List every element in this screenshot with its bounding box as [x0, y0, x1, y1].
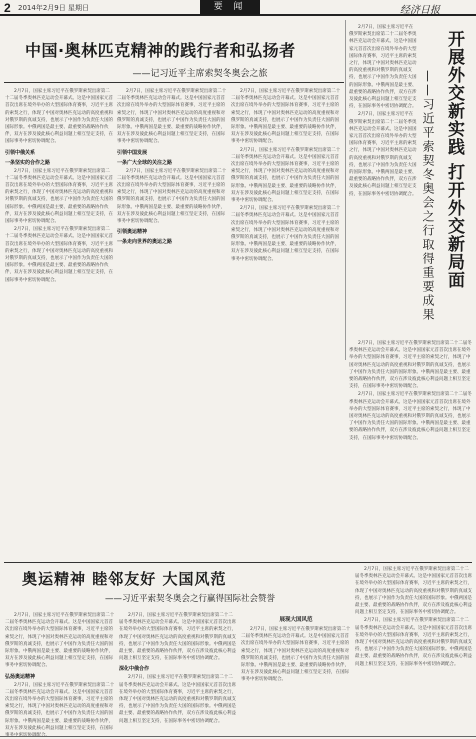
- box-title: 展现大国风范: [279, 617, 313, 623]
- right-subheadline: ——习近平索契冬奥会之行取得重要成果: [421, 70, 435, 322]
- body-paragraph: 2月7日，国家主席习近平在俄罗斯索契出席第二十二届冬季奥林匹克运动会开幕式。这是中国国家元首首次出席在境外举办的大型国际体育赛事，习近平主席的索契之行，体现了中国对奥林匹克运动的高度重视和对俄罗斯的真诚支持，也展示了中国作为负责任大国的国际形象。中俄两国是最主要、最重要的战略协作伙伴，双方在涉及彼此核心利益问题上相互坚定支持，在国际事务中密切协调配合。: [5, 227, 113, 283]
- right-headline: 开展外交新实践 打开外交新局面: [444, 30, 464, 289]
- bottom-headline: 奥运精神 睦邻友好 大国风范: [22, 570, 227, 588]
- issue-date: 2014年2月9日 星期日: [18, 4, 89, 12]
- article-column-1: [5, 88, 113, 558]
- body-paragraph: 2月7日，国家主席习近平在俄罗斯索契出席第二十二届冬季奥林匹克运动会开幕式。这是中国国家元首首次出席在境外举办的大型国际体育赛事，习近平主席的索契之行，体现了中国对奥林匹克运动的高度重视和对俄罗斯的真诚支持，也展示了中国作为负责任大国的国际形象。中俄两国是最主要、最重要的战略协作伙伴，双方在涉及彼此核心利益问题上相互坚定支持，在国际事务中密切协调配合。: [117, 168, 227, 225]
- body-paragraph: 2月7日，国家主席习近平在俄罗斯索契出席第二十二届冬季奥林匹克运动会开幕式。这是中国国家元首首次出席在境外举办的大型国际体育赛事，习近平主席的索契之行，体现了中国对奥林匹克运动的高度重视和对俄罗斯的真诚支持，也展示了中国作为负责任大国的国际形象。中俄两国是最主要、最重要的战略协作伙伴，双方在涉及彼此核心利益问题上相互坚定支持，在国际事务中密切协调配合。: [231, 147, 341, 204]
- subhead: 一条走向世界的奥运之路: [117, 239, 173, 246]
- body-paragraph: 2月7日，国家主席习近平在俄罗斯索契出席第二十二届冬季奥林匹克运动会开幕式。这是中国国家元首首次出席在境外举办的大型国际体育赛事，习近平主席的索契之行，体现了中国对奥林匹克运动的高度重视和对俄罗斯的真诚支持，也展示了中国作为负责任大国的国际形象。中俄两国是最主要、最重要的战略协作伙伴，双方在涉及彼此核心利益问题上相互坚定支持，在国际: [5, 682, 115, 731]
- body-paragraph: 2月7日，国家主席习近平在俄罗斯索契出席第二十二届冬季奥林匹克运动会开幕式。这是中国国家元首首次出席在境外举办的大型国际体育赛事，习近平主席的索契之行，体现了中国对奥林匹克运动的高度重视和对俄罗斯的真诚支持，也展示了中国作为负责任大国的国际形象。中俄两国是最主要、最重要的战略协作伙伴，双方在涉及彼此核心利益问题上相互坚定支持，在国际事务中密切协调配合。: [5, 89, 113, 145]
- subhead: 引领中俄关系: [5, 149, 36, 156]
- page-number: 2: [4, 1, 11, 15]
- newspaper-logo: 经济日报: [400, 5, 440, 16]
- bottom-subheadline: ——习近平索契冬奥会之行赢得国际社会赞誉: [104, 594, 275, 604]
- body-paragraph: 2月7日，国家主席习近平在俄罗斯索契出席第二十二届冬季奥林匹克运动会开幕式。这是中国国家元首首次出席在境外举办的大型国际体育赛事，习近平主席的索契之行，体现了中国对奥林匹克运动的高度重视和对俄罗斯的真诚支持，也展示了中国作为负责任大国的国际形象。中俄两国是最主要、最重要的战略协作伙伴，双方在涉及彼此核心利益问题上相互坚定支持，在国际事务中密切协调配合。: [231, 89, 341, 145]
- article-column-4: [349, 24, 417, 334]
- bottom-column-3: [241, 612, 351, 734]
- bottom-column-1: [5, 612, 115, 734]
- body-paragraph: 2月7日，国家主席习近平在俄罗斯索契出席第二十二届冬季奥林匹克运动会开幕式。这是中国国家元首首次出席在境外举办的大型国际体育赛事，习近平主席的索契之行，体现了中国对奥林匹克运动的高度重视和对俄罗斯的真诚支持，也展示了中国作为负责任大国的国际形象。中俄两国是最主要、最重要的战略协作伙伴，双方在涉及彼此核心利益问题上相互坚定支持，在国际事务中密切协调配合。: [355, 567, 472, 616]
- body-paragraph: 2月7日，国家主席习近平在俄罗斯索契出席第二十二届冬季奥林匹克运动会开幕式。这是中国国家元首首次出席在境外举办的大型国际体育赛事，习近平主席的索契之行，体现了中国对奥林匹克运动的高度重视和对俄罗斯的真诚支持，也展示了中国作为负责任大国的国际形象。中俄两国是最主要、最重要的战略协作伙伴，双方在涉及彼此核心利益问题上相互坚定支持，在国际事务中密切协调配合。: [119, 613, 236, 662]
- body-paragraph: 2月7日，国家主席习近平在俄罗斯索契出席第二十二届冬季奥林匹克运动会开幕式。这是中国国家元首首次出席在境外举办的大型国际体育赛事，习近平主席的索契之行，体现了中国对奥林匹克运动的高度重视和对俄罗斯的真诚支持，也展示了中国作为负责任大国的国际形象。中俄两国是最主要、最重要的战略协作伙伴，双方在涉及彼此核心利益问题上相互坚定支持，在国际事务中密切协调配合。: [355, 618, 472, 667]
- body-paragraph: 2月7日，国家主席习近平在俄罗斯索契出席第二十二届冬季奥林匹克运动会开幕式。这是中国国家元首首次出席在境外举办的大型国际体育赛事，习近平主席的索契之行，体现了中国对奥林匹克运动的高度重视和对俄罗斯的真诚支持，也展示了中国作为负责任大国的国际形象。中俄两国是最主要、最重要的战略协作伙伴，双方在涉及彼此核心利益问题上相互坚定支持，在国际事务中密切协调配合。: [119, 675, 236, 724]
- top-headline: 中国·奥林匹克精神的践行者和弘扬者: [25, 41, 296, 60]
- body-paragraph: 2月7日，国家主席习近平在俄罗斯索契出席第二十二届冬季奥林匹克运动会开幕式。这是中国国家元首首次出席在境外举办的大型国际体育赛事，习近平主席的索契之行，体现了中国对奥林匹克运动的高度重视和对俄罗斯的真诚支持，也展示了中国作为负责任大国的国际形象。中俄两国是最主要、最重要的战略协作伙伴，双方在涉及彼此核心利益问题上相互坚定支持，在国际事务中密切协调配合。: [5, 168, 113, 225]
- subhead: 引领中国发展: [117, 149, 148, 156]
- column-divider: [345, 20, 346, 360]
- bottom-column-4: [355, 566, 473, 734]
- body-paragraph: 2月7日，国家主席习近平在俄罗斯索契出席第二十二届冬季奥林匹克运动会开幕式。这是中国国家元首首次出席在境外举办的大型国际体育赛事，习近平主席的索契之行，体现了中国对奥林匹克运动的高度重视和对俄罗斯的真诚支持，也展示了中国作为负责任大国的国际形象。中俄两国是最主要、最重要的战略协作伙伴，双方在涉及彼此核心利益问题上相互坚定支持，在国际事务中密切协调配合。: [117, 89, 227, 145]
- article-column-3: [231, 88, 343, 558]
- divider: [4, 562, 472, 563]
- subhead: 引领奥运精神: [117, 229, 148, 236]
- body-paragraph: 2月7日，国家主席习近平在俄罗斯索契出席第二十二届冬季奥林匹克运动会开幕式。这是中国国家元首首次出席在境外举办的大型国际体育赛事，习近平主席的索契之行，体现了中国对奥林匹克运动的高度重视和对俄罗斯的真诚支持，也展示了中国作为负责任大国的国际形象。中俄两国是最主要、最重要的战略协作伙伴，双方在涉及彼此核心利益问题上相互坚定支持，在国际事务中密切协调配合。: [231, 206, 341, 262]
- masthead: [0, 0, 476, 16]
- subhead: 一条广大全球的关注之路: [117, 159, 173, 166]
- divider: [4, 82, 344, 83]
- article-column-2: [117, 88, 227, 558]
- top-subheadline: ——记习近平主席索契冬奥会之旅: [132, 69, 268, 79]
- body-paragraph: 2月7日，国家主席习近平在俄罗斯索契出席第二十二届冬季奥林匹克运动会开幕式。这是中国国家元首首次出席在境外举办的大型国际体育赛事，习近平主席的索契之行，体现了中国对奥林匹克运动的高度重视和对俄罗斯的真诚支持，也展示了中国作为负责任大国的国际形象。中俄两国是最主要、最重要的战略协作伙伴，双方在涉及彼此核心利益问题上相互坚定支持，在国际事务中密切协调配合。: [349, 392, 472, 441]
- subhead: 弘扬奥运精神: [5, 673, 36, 680]
- body-paragraph: 2月7日，国家主席习近平在俄罗斯索契出席第二十二届冬季奥林匹克运动会开幕式。这是中国国家元首首次出席在境外举办的大型国际体育赛事，习近平主席的索契之行，体现了中国对奥林匹克运动的高度重视和对俄罗斯的真诚支持，也展示了中国作为负责任大国的国际形象。中俄两国是最主要、最重要的战略协作伙伴，双方在涉及彼此核心利益问题上相互坚定支持，在国际事务中密切协调配合。: [241, 627, 351, 683]
- article-column-5: [349, 340, 473, 558]
- bottom-column-2: [119, 612, 237, 734]
- body-paragraph: 2月7日，国家主席习近平在俄罗斯索契出席第二十二届冬季奥林匹克运动会开幕式。这是中国国家元首首次出席在境外举办的大型国际体育赛事，习近平主席的索契之行，体现了中国对奥林匹克运动的高度重视和对俄罗斯的真诚支持，也展示了中国作为负责任大国的国际形象。中俄两国是最主要、最重要的战略协作伙伴，双方在涉及彼此核心利益问题上相互坚定支持，在国际事务中密切协调配合。: [349, 25, 417, 110]
- body-paragraph: 2月7日，国家主席习近平在俄罗斯索契出席第二十二届冬季奥林匹克运动会开幕式。这是中国国家元首首次出席在境外举办的大型国际体育赛事，习近平主席的索契之行，体现了中国对奥林匹克运动的高度重视和对俄罗斯的真诚支持，也展示了中国作为负责任大国的国际形象。中俄两国是最主要、最重要的战略协作伙伴，双方在涉及彼此核心利益问题上相互坚定支持，在国际事务中密切协调配合。: [349, 112, 417, 197]
- subhead: 深化中俄合作: [119, 666, 150, 673]
- body-paragraph: 2月7日，国家主席习近平在俄罗斯索契出席第二十二届冬季奥林匹克运动会开幕式。这是中国国家元首首次出席在境外举办的大型国际体育赛事，习近平主席的索契之行，体现了中国对奥林匹克运动的高度重视和对俄罗斯的真诚支持，也展示了中国作为负责任大国的国际形象。中俄两国是最主要、最重要的战略协作伙伴，双方在涉及彼此核心利益问题上相互坚定支持，在国际事务中密切协调配合。: [349, 341, 472, 390]
- footer-divider: [0, 736, 476, 737]
- body-paragraph: 2月7日，国家主席习近平在俄罗斯索契出席第二十二届冬季奥林匹克运动会开幕式。这是中国国家元首首次出席在境外举办的大型国际体育赛事，习近平主席的索契之行，体现了中国对奥林匹克运动的高度重视和对俄罗斯的真诚支持，也展示了中国作为负责任大国的国际形象。中俄两国是最主要、最重要的战略协作伙伴，双方在涉及彼此核心利益问题上相互坚定支持，在国际事务中密切协调配合。: [5, 613, 115, 669]
- subhead: 一条坚实的合作之路: [5, 159, 51, 166]
- section-label: 要 闻: [200, 0, 260, 15]
